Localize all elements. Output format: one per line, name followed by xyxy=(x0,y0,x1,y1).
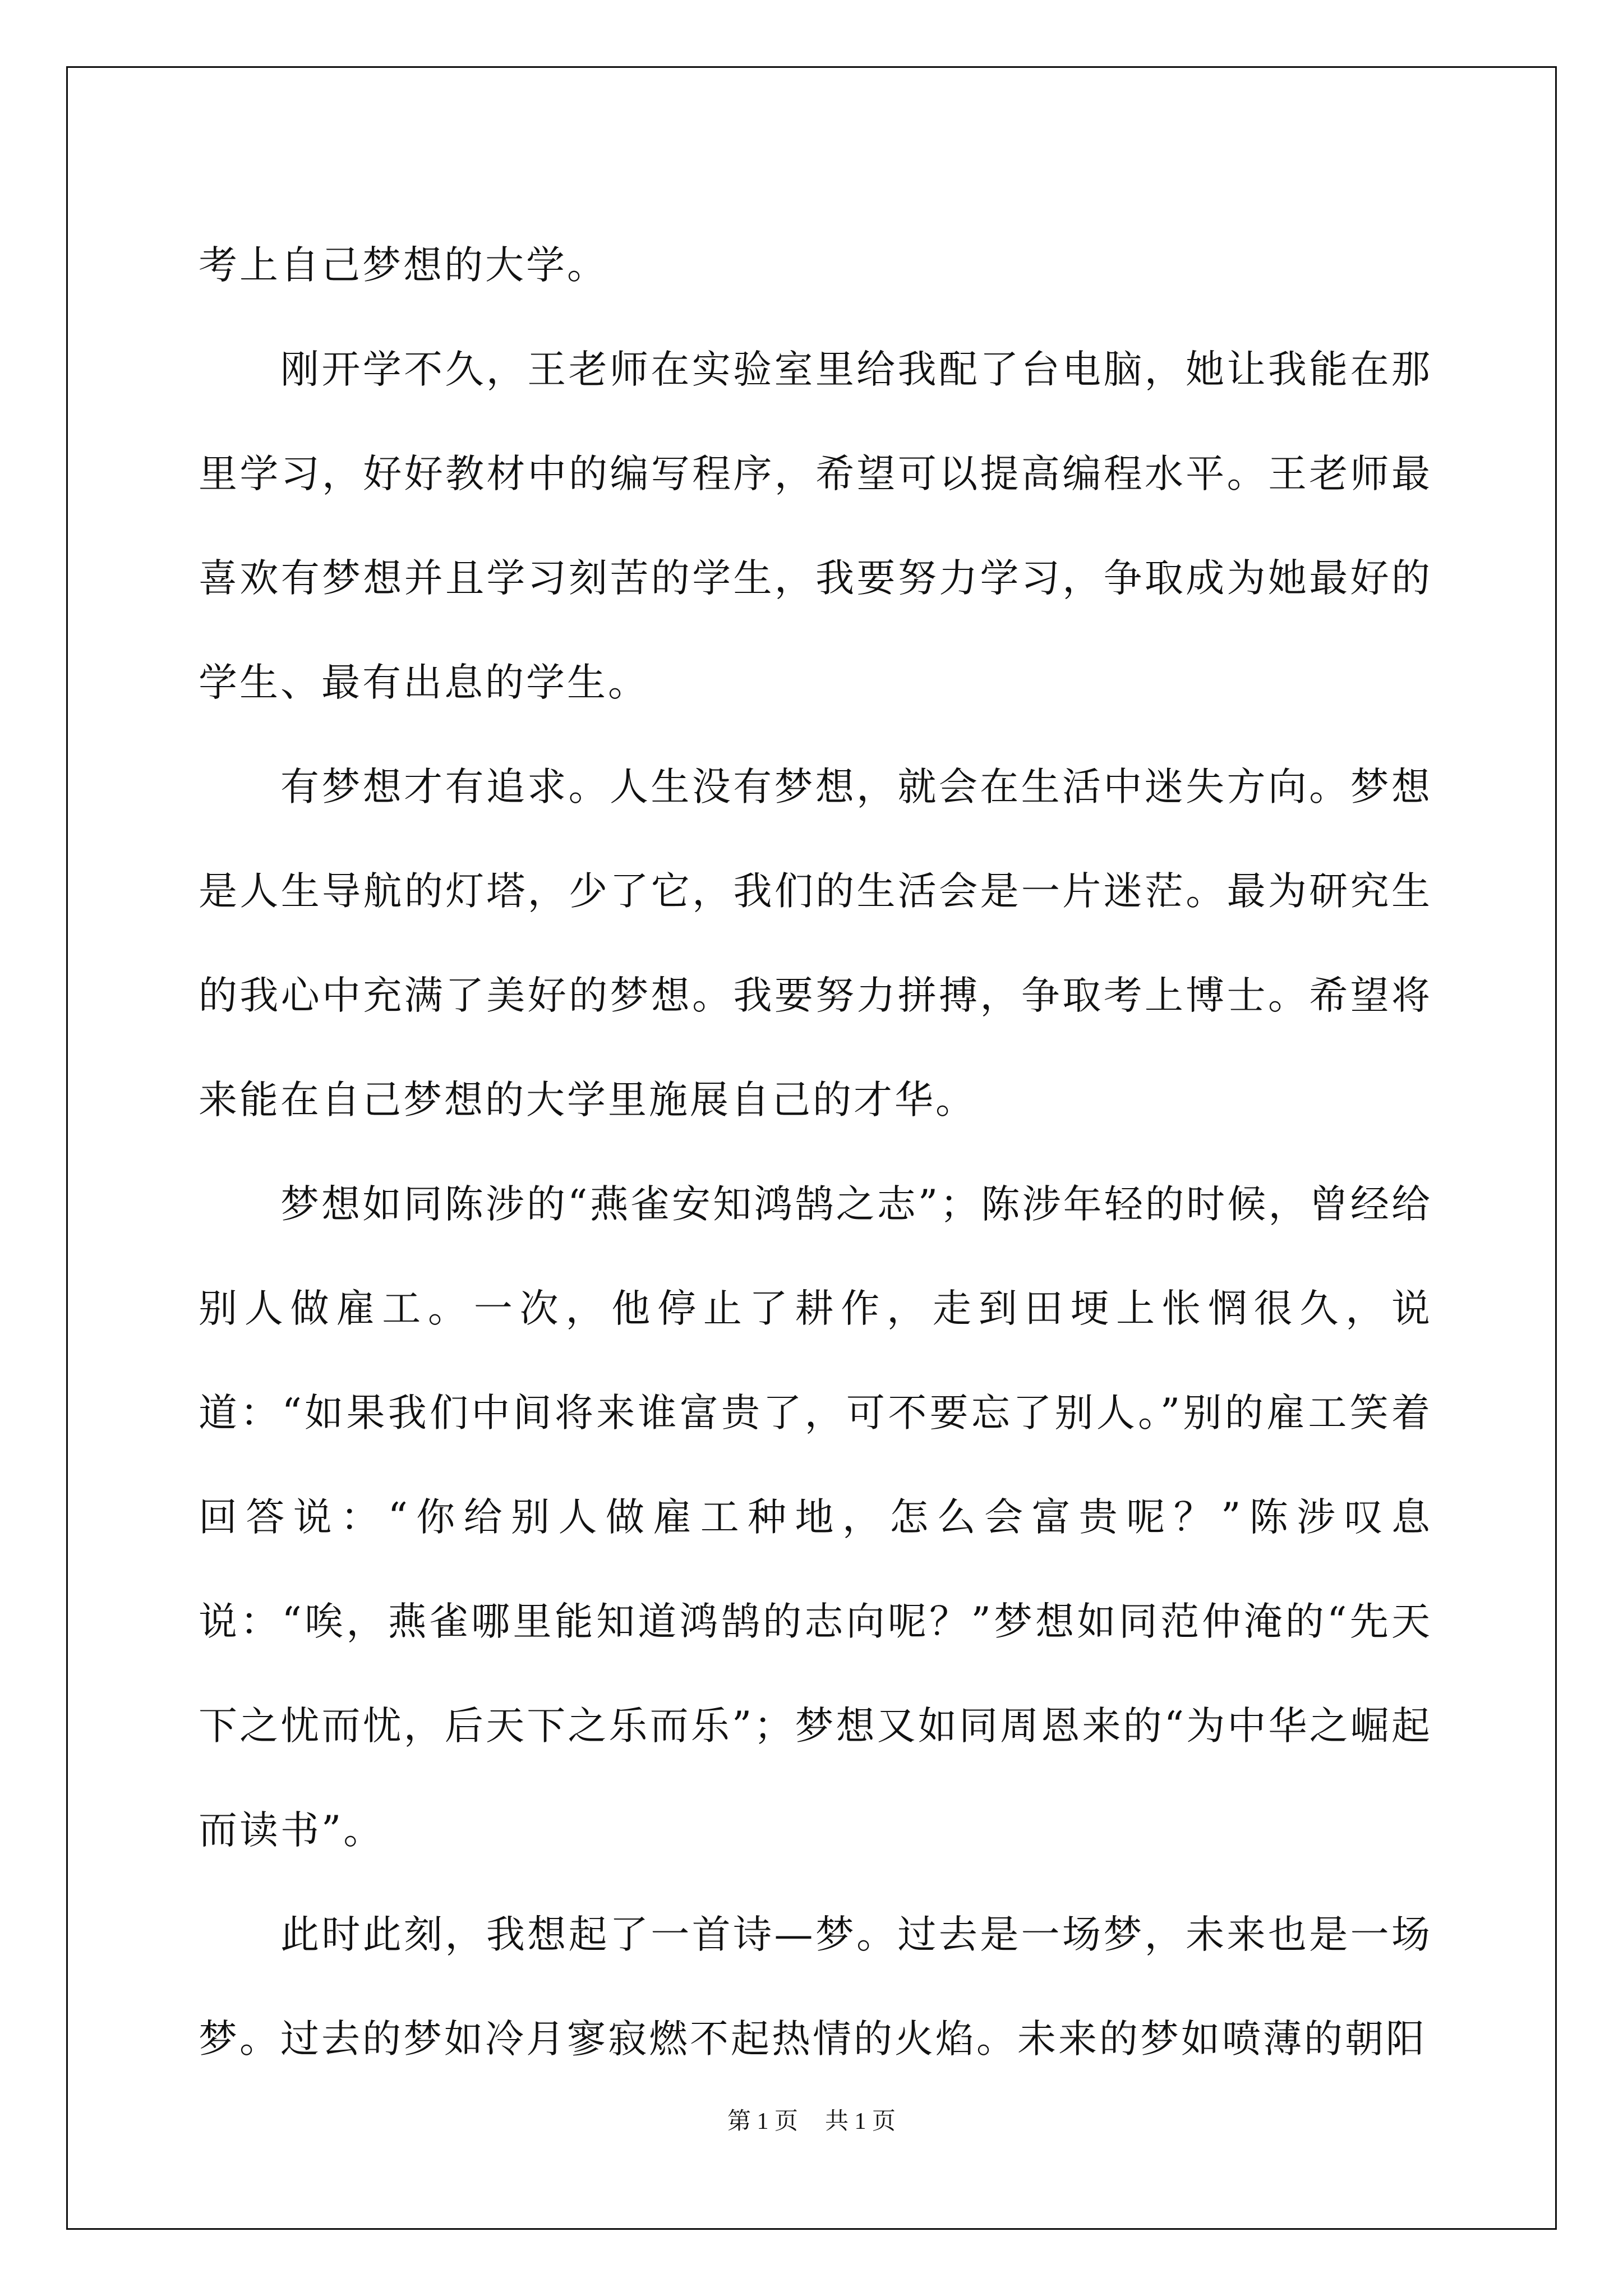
paragraph: 此时此刻，我想起了一首诗—梦。过去是一场梦，未来也是一场梦。过去的梦如冷月寥寂燃不起热情的火焰。未来的梦如喷薄的朝阳 xyxy=(199,1912,1432,2062)
document-body xyxy=(199,213,1432,2091)
paragraph: 考上自己梦想的大学。 xyxy=(199,243,608,288)
paragraph: 有梦想才有追求。人生没有梦想，就会在生活中迷失方向。梦想是人生导航的灯塔，少了它，我们的生活会是一片迷茫。最为研究生的我心中充满了美好的梦想。我要努力拼搏，争取考上博士。希望将来能在自己梦想的大学里施展自己的才华。 xyxy=(199,765,1432,1122)
page-number: 第 1 页 xyxy=(727,2109,798,2134)
page-footer xyxy=(0,2105,1623,2138)
page-total: 共 1 页 xyxy=(825,2109,896,2134)
paragraph: 刚开学不久，王老师在实验室里给我配了台电脑，她让我能在那里学习，好好教材中的编写程序，希望可以提高编程水平。王老师最喜欢有梦想并且学习刻苦的学生，我要努力学习，争取成为她最好的学生、最有出息的学生。 xyxy=(199,347,1432,705)
paragraph: 梦想如同陈涉的“燕雀安知鸿鹄之志”；陈涉年轻的时候，曾经给别人做雇工。一次，他停止了耕作，走到田埂上怅惘很久，说道：“如果我们中间将来谁富贵了，可不要忘了别人。”别的雇工笑着回答说：“你给别人做雇工种地，怎么会富贵呢？”陈涉叹息说：“唉，燕雀哪里能知道鸿鹄的志向呢？”梦想如同范仲淹的“先天下之忧而忧，后天下之乐而乐”；梦想又如同周恩来的“为中华之崛起而读书”。 xyxy=(199,1182,1432,1853)
